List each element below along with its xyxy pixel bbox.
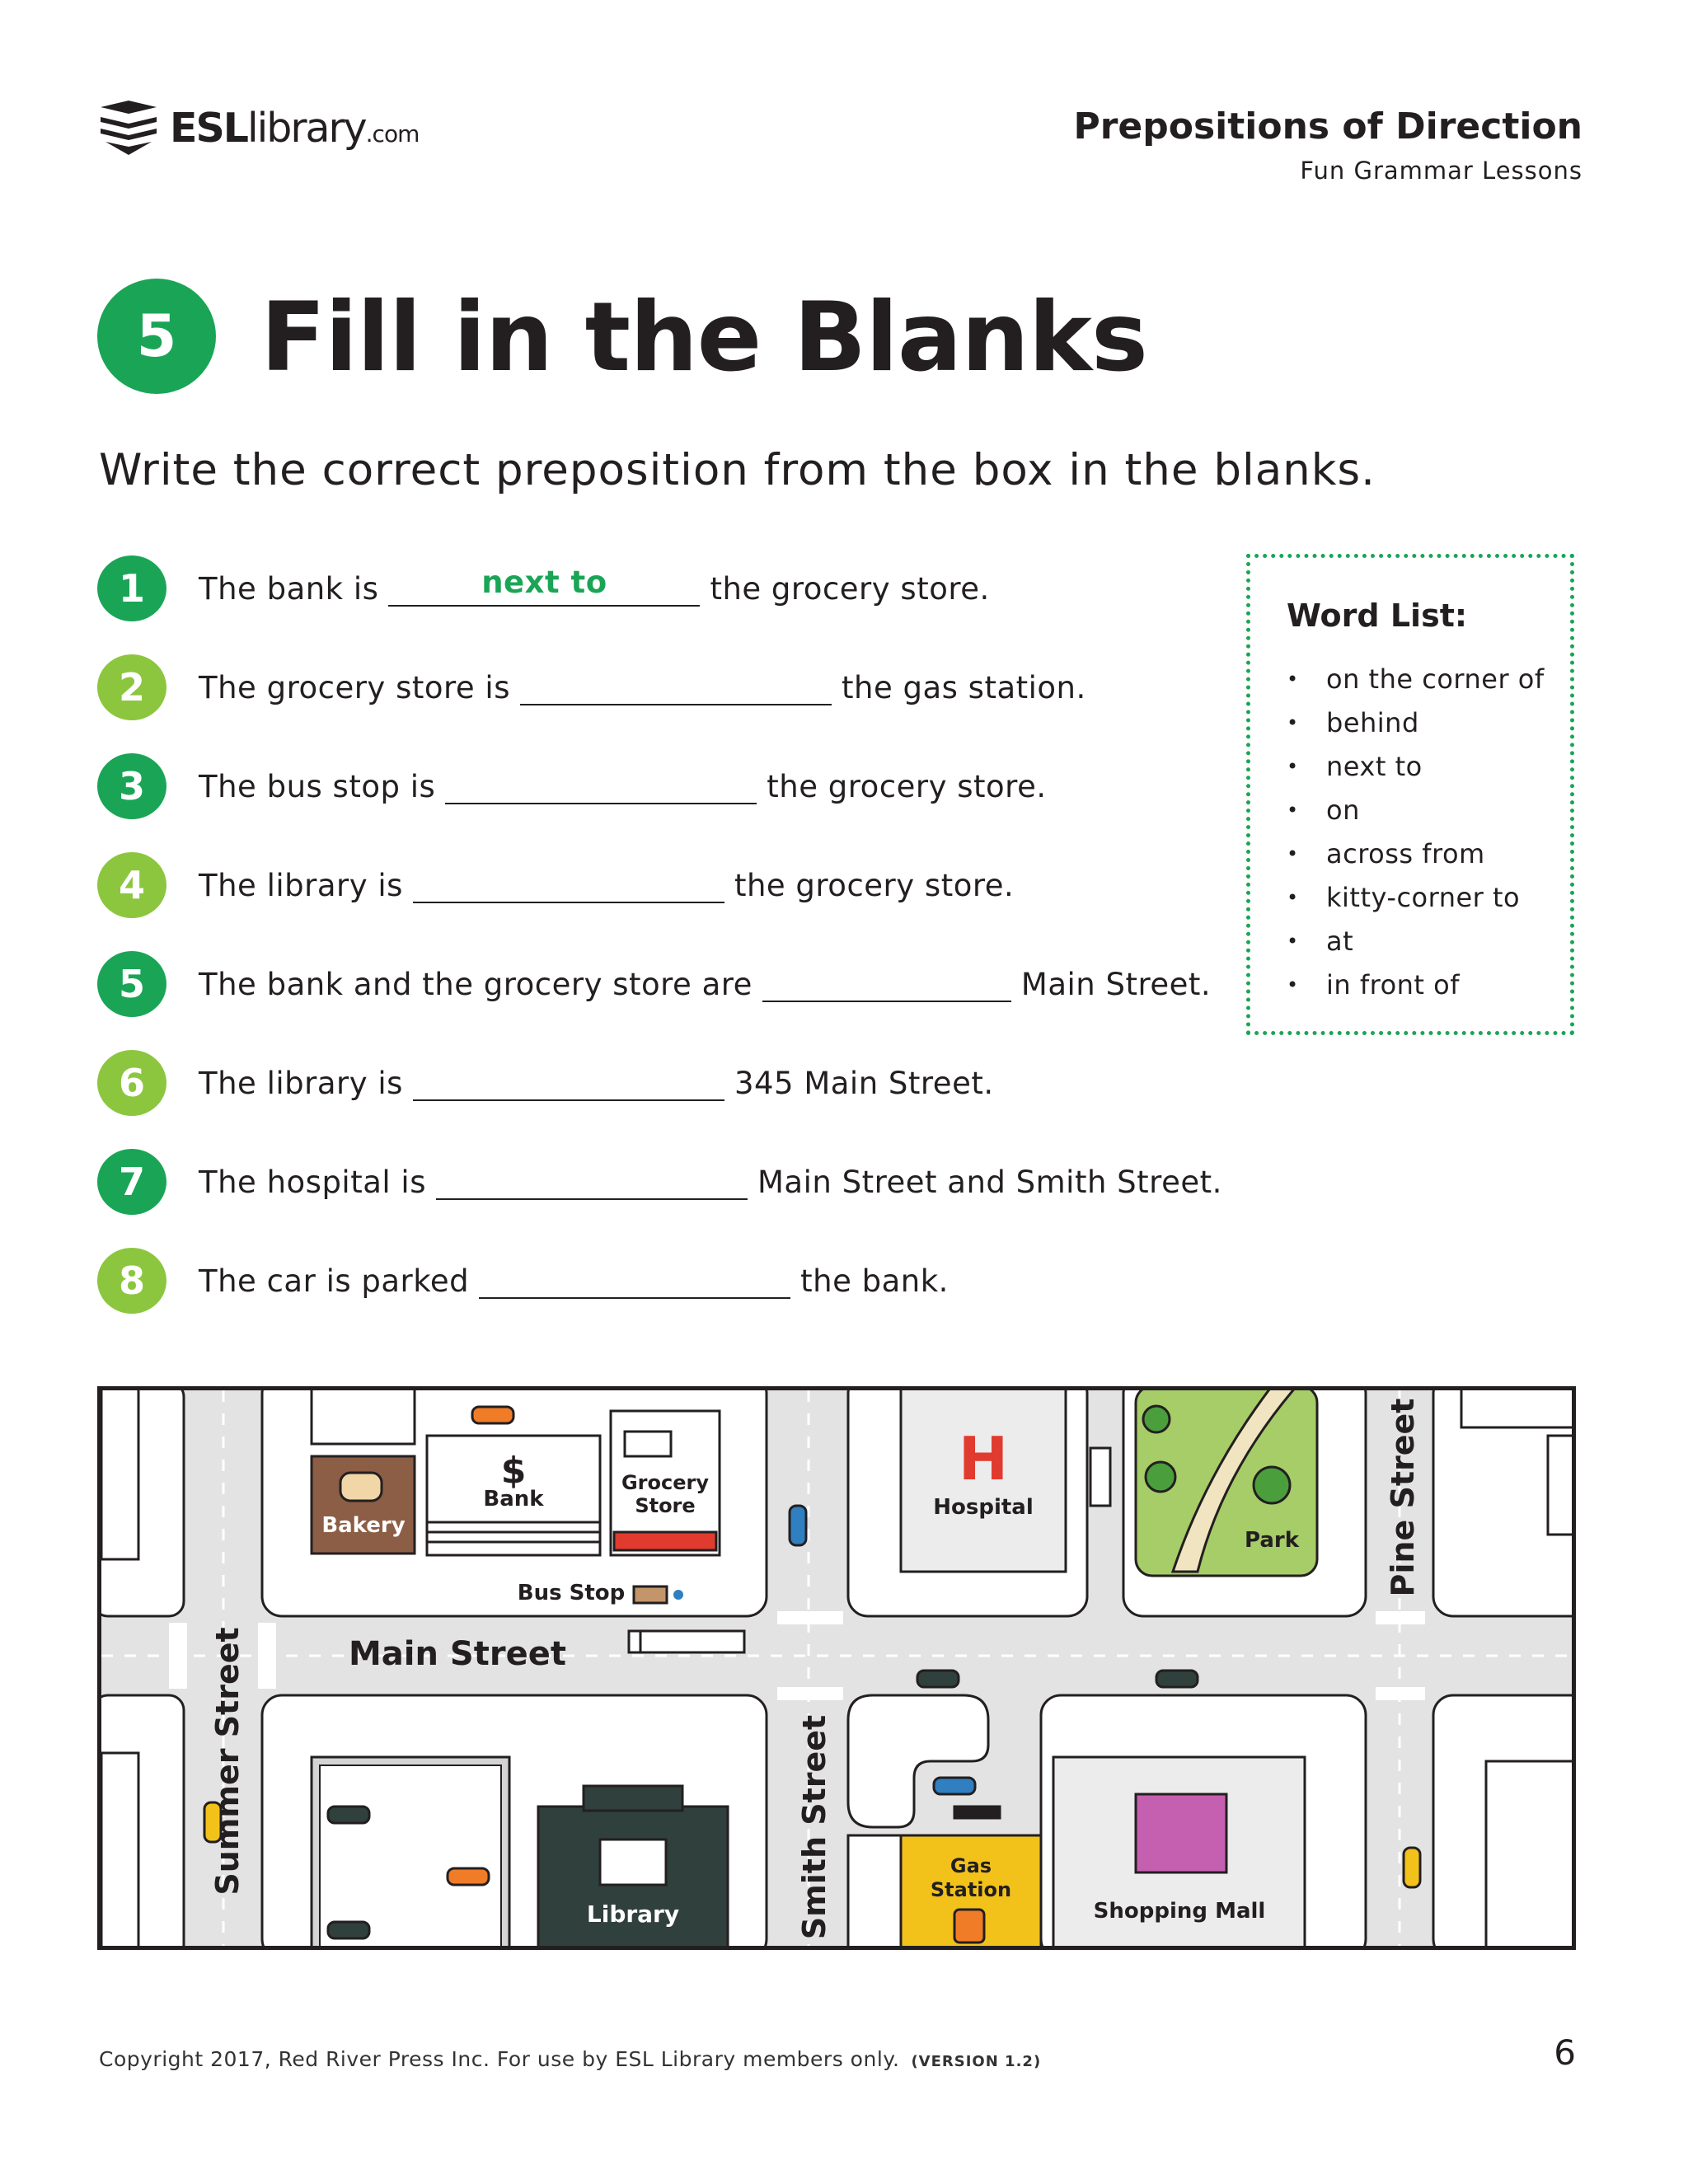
- logo-esl: ESL: [170, 104, 247, 152]
- word-list-item: • on the corner of: [1287, 663, 1545, 695]
- question-text-before: The car is parked: [199, 1263, 470, 1299]
- gas-label-line1: Gas: [950, 1854, 992, 1877]
- esl-library-logo: [97, 97, 419, 158]
- answer-blank[interactable]: [479, 1263, 790, 1299]
- hospital-label: Hospital: [933, 1495, 1034, 1520]
- question-text-after: the bank.: [800, 1263, 949, 1299]
- car-orange: [472, 1407, 513, 1423]
- question-5: [97, 949, 1211, 1019]
- town-map: [97, 1386, 1576, 1950]
- park-label: Park: [1244, 1528, 1300, 1553]
- question-text-before: The bank is: [199, 571, 379, 607]
- question-1: [97, 554, 990, 623]
- question-text-after: the grocery store.: [734, 868, 1015, 903]
- car-blue: [934, 1778, 975, 1794]
- library-building: [538, 1786, 728, 1946]
- question-number: 5: [97, 951, 166, 1017]
- word-list-item: • on: [1287, 794, 1360, 826]
- shopping-mall-building: [1053, 1757, 1305, 1946]
- question-3: [97, 752, 1047, 821]
- section-title: Fill in the Blanks: [260, 282, 1147, 393]
- word-list-title: Word List:: [1287, 598, 1468, 634]
- question-text-after: the grocery store.: [710, 571, 990, 607]
- shopping-bag-icon: [1136, 1794, 1226, 1872]
- bank-building: [427, 1436, 600, 1555]
- word-list-item: • across from: [1287, 837, 1485, 869]
- question-text-before: The library is: [199, 868, 403, 903]
- word-list-item-text: in front of: [1326, 968, 1460, 1001]
- copyright-notice: [99, 2047, 1041, 2071]
- grocery-label-line1: Grocery: [621, 1471, 710, 1494]
- smith-street-label: Smith Street: [796, 1714, 832, 1940]
- bread-icon: [340, 1473, 382, 1501]
- park: [1136, 1390, 1317, 1576]
- car-dark: [917, 1671, 959, 1687]
- bus: [629, 1631, 744, 1652]
- word-list-item-text: kitty-corner to: [1326, 881, 1521, 913]
- instructions: Write the correct preposition from the box in the blanks.: [99, 445, 1376, 495]
- word-list-item: • in front of: [1287, 968, 1460, 1001]
- question-number: 1: [97, 555, 166, 621]
- question-number: 4: [97, 852, 166, 918]
- hospital-h-icon: H: [958, 1424, 1009, 1493]
- book-icon: [600, 1840, 666, 1885]
- grocery-store-building: [611, 1411, 720, 1555]
- word-list-item: • at: [1287, 925, 1354, 957]
- word-list-item-text: behind: [1326, 706, 1419, 738]
- version-label: (VERSION 1.2): [911, 2053, 1042, 2070]
- section-number-badge: 5: [97, 279, 216, 394]
- word-list-item: • kitty-corner to: [1287, 881, 1521, 913]
- answer-blank[interactable]: [445, 768, 757, 804]
- page-number: 6: [1554, 2032, 1576, 2073]
- bank-label: Bank: [483, 1487, 544, 1511]
- library-label: Library: [586, 1900, 680, 1928]
- question-8: [97, 1246, 949, 1315]
- parked-truck: [1090, 1448, 1110, 1506]
- answer-blank[interactable]: [413, 1065, 724, 1101]
- pine-street-label: Pine Street: [1385, 1398, 1421, 1597]
- bakery-building: [312, 1456, 415, 1554]
- question-number: 7: [97, 1149, 166, 1215]
- tree-icon: [1254, 1467, 1290, 1503]
- car-parked: [448, 1868, 489, 1885]
- word-list-item-text: across from: [1326, 837, 1485, 869]
- car-yellow: [1404, 1848, 1420, 1887]
- tree-icon: [1143, 1406, 1170, 1432]
- grocery-label-line2: Store: [635, 1494, 696, 1517]
- question-number: 8: [97, 1248, 166, 1314]
- question-number: 6: [97, 1050, 166, 1116]
- question-4: [97, 851, 1014, 920]
- answer-blank[interactable]: [762, 966, 1011, 1002]
- question-text-after: Main Street.: [1020, 967, 1212, 1002]
- car-blue: [790, 1506, 806, 1545]
- question-text-before: The grocery store is: [199, 670, 510, 705]
- word-list-item: • next to: [1287, 750, 1423, 782]
- answer-blank[interactable]: [436, 1164, 748, 1200]
- car-dark: [1156, 1671, 1198, 1687]
- logo-library: library: [247, 104, 366, 152]
- dollar-icon: $: [500, 1450, 527, 1492]
- main-street-label: Main Street: [349, 1635, 566, 1673]
- copyright-text: Copyright 2017, Red River Press Inc. For use by ESL Library members only.: [99, 2047, 900, 2071]
- car-parked: [328, 1807, 369, 1823]
- question-text-after: 345 Main Street.: [734, 1066, 994, 1101]
- awning: [614, 1532, 716, 1550]
- hospital-building: [901, 1390, 1066, 1572]
- question-6: [97, 1048, 994, 1118]
- bus-stop-sign-icon: [673, 1590, 683, 1600]
- question-text-after: the gas station.: [841, 670, 1086, 705]
- summer-street-label: Summer Street: [209, 1627, 246, 1896]
- question-text-before: The hospital is: [199, 1165, 426, 1200]
- gas-label-line2: Station: [930, 1878, 1012, 1901]
- document-title: Prepositions of Direction: [1073, 105, 1582, 148]
- question-text-before: The bank and the grocery store are: [199, 967, 753, 1002]
- word-list-item-text: on the corner of: [1326, 663, 1545, 695]
- question-2: [97, 653, 1086, 722]
- question-text-after: Main Street and Smith Street.: [757, 1165, 1222, 1200]
- parked-object: [954, 1807, 1000, 1818]
- bus-stop-bench-icon: [634, 1586, 667, 1603]
- car-parked: [328, 1922, 369, 1938]
- tree-icon: [1146, 1462, 1175, 1492]
- word-list-item-text: at: [1326, 925, 1354, 957]
- bakery-label: Bakery: [321, 1513, 406, 1538]
- question-text-before: The library is: [199, 1066, 403, 1101]
- word-list-item: • behind: [1287, 706, 1419, 738]
- books-logo-icon: [97, 99, 160, 157]
- word-list-item-text: on: [1326, 794, 1360, 826]
- word-list-item-text: next to: [1326, 750, 1423, 782]
- bus-stop-label: Bus Stop: [517, 1581, 626, 1605]
- answer-blank[interactable]: [413, 867, 724, 903]
- question-7: [97, 1147, 1222, 1216]
- shopping-mall-label: Shopping Mall: [1093, 1899, 1266, 1924]
- question-number: 3: [97, 753, 166, 819]
- question-text-after: the grocery store.: [767, 769, 1047, 804]
- gas-station-building: [901, 1835, 1041, 1946]
- word-list-box: [1246, 554, 1574, 1035]
- logo-domain: .com: [365, 120, 420, 148]
- question-number: 2: [97, 654, 166, 720]
- parking-lot: [312, 1757, 509, 1946]
- question-text-before: The bus stop is: [199, 769, 436, 804]
- document-subtitle: Fun Grammar Lessons: [1300, 157, 1582, 185]
- answer-blank[interactable]: [520, 669, 832, 705]
- answer-blank[interactable]: next to: [388, 570, 700, 607]
- gas-can-icon: [954, 1910, 984, 1943]
